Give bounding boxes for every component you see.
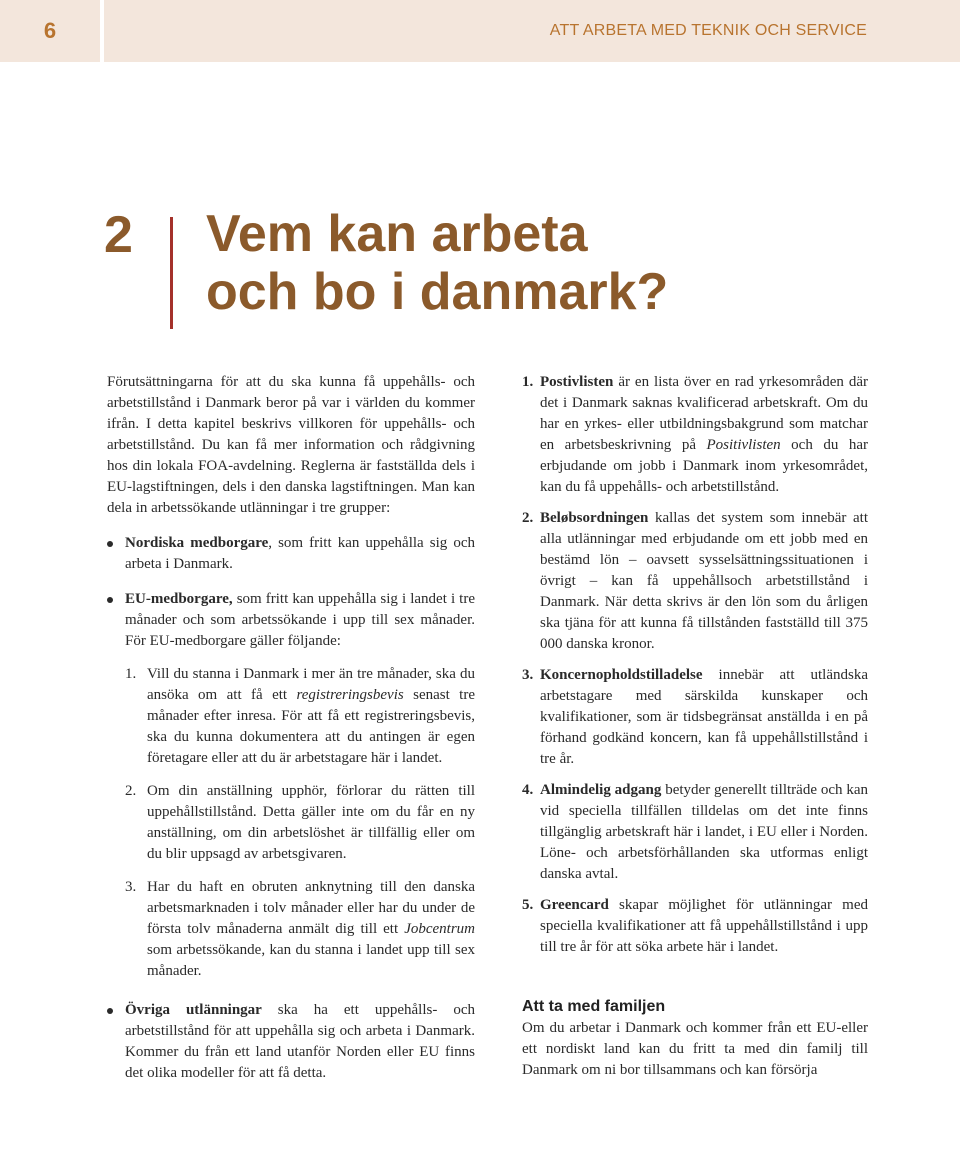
eu-rule-1-term: registreringsbevis	[296, 687, 404, 703]
bullet-nordic	[107, 533, 475, 575]
chapter-title-line2: och bo i danmark?	[206, 263, 669, 321]
chapter-title-line1: Vem kan arbeta	[206, 205, 588, 263]
eu-rule-1-text-a: Vill du stanna i Danmark i mer än tre månader, ska du ansöka om att få ett	[147, 666, 475, 703]
chapter-number: 2	[104, 206, 133, 264]
model-5-number: 5.	[522, 897, 534, 913]
bullet-dot-icon	[107, 541, 113, 547]
page-number-box	[0, 0, 100, 62]
model-5-text: skapar möjlighet för utlänningar med speciella kvalifikationer att få uppehållstillstånd i upp till tre år för att söka arbete här i landet.	[540, 897, 868, 955]
bullet-nordic-title: Nordiska medborgare	[125, 535, 269, 551]
model-4-text: betyder generellt tillträde och kan vid speciella tillfällen tilldelas om det inte finns tillgänglig arbetskraft här i landet, i EU eller i Norden. Löne- och arbetsförhållanden ska utformas enligt danska avtal.	[540, 782, 868, 882]
eu-rule-3-text-b: som arbetssökande, kan du stanna i landet upp till sex månader.	[147, 942, 475, 979]
eu-rule-1	[125, 664, 475, 769]
right-column	[522, 372, 868, 1081]
model-2-number: 2.	[522, 510, 534, 526]
model-koncern	[522, 665, 868, 770]
eu-rule-2-text: Om din anställning upphör, förlorar du rätten till uppehållstillstånd. Detta gäller inte om du får en ny anställning, om din arbetslöshet är tillfällig eller om du blir uppsagd av arbetsgivaren.	[147, 783, 475, 862]
family-paragraph: Om du arbetar i Danmark och kommer från ett EU-eller ett nordiskt land kan du fritt ta med din familj till Danmark om ni bor tillsammans och kan försörja	[522, 1020, 868, 1078]
bullet-others-title: Övriga utlänningar	[125, 1002, 262, 1018]
intro-paragraph: Förutsättningarna för att du ska kunna få uppehålls- och arbetstillstånd i Danmark beror på var i världen du kommer ifrån. I detta kapitel beskrivs villkoren för uppehålls- och arbetstillstånd. Du kan få mer information och rådgivning hos din lokala FOA-avdelning. Reglerna är fastställda dels i EU-lagstiftningen, dels i den danska lagstiftningen. Man kan dela in arbetssökande utlänningar i tre grupper:	[107, 374, 475, 516]
family-heading: Att ta med familjen	[522, 998, 666, 1015]
model-1-title: Postivlisten	[540, 374, 614, 390]
eu-rule-1-text-b: senast tre månader efter inresa. För att få ett registreringsbevis, ska du kunna dokumentera att du antingen är egen företagare eller att du är arbetstagare här i landet.	[147, 687, 475, 766]
bullet-eu	[107, 589, 475, 652]
chapter-heading	[104, 205, 804, 330]
eu-rules-list	[125, 664, 475, 982]
model-greencard	[522, 895, 868, 958]
model-belobsordningen	[522, 508, 868, 655]
model-3-title: Koncernopholdstilladelse	[540, 667, 703, 683]
model-3-number: 3.	[522, 667, 534, 683]
eu-rule-3-number: 3.	[125, 879, 137, 895]
bullet-eu-text: som fritt kan uppehålla sig i landet i tre månader och som arbetssökande i upp till sex månader. För EU-medborgare gäller följande:	[125, 591, 475, 649]
left-column	[107, 372, 475, 1084]
bullet-nordic-text: , som fritt kan uppehålla sig och arbeta i Danmark.	[125, 535, 475, 572]
eu-rule-3	[125, 877, 475, 982]
model-almindelig	[522, 780, 868, 885]
eu-rule-1-number: 1.	[125, 666, 137, 682]
bullet-others	[107, 1000, 475, 1084]
model-3-text: innebär att utländska arbetstagare med särskilda kunskaper och kvalifikationer, som är tidsbegränsat anställda i en på förhand godkänd koncern, kan få uppehållstillstånd i tre år.	[540, 667, 868, 767]
chapter-title	[206, 205, 668, 321]
model-1-term: Positivlisten	[706, 437, 781, 453]
page-number: 6	[43, 18, 57, 43]
model-2-title: Beløbsordningen	[540, 510, 649, 526]
model-4-number: 4.	[522, 782, 534, 798]
bullet-dot-icon	[107, 597, 113, 603]
bullet-others-text: ska ha ett uppehålls- och arbetstillstånd för att uppehålla sig och arbeta i Danmark. Kommer du från ett land utanför Norden eller EU finns det olika modeller för att få detta.	[125, 1002, 475, 1081]
chapter-divider	[170, 217, 173, 329]
bullet-eu-title: EU-medborgare,	[125, 591, 233, 607]
model-positivlisten	[522, 372, 868, 498]
model-4-title: Almindelig adgang	[540, 782, 662, 798]
section-title: ATT ARBETA MED TEKNIK OCH SERVICE	[549, 22, 867, 39]
eu-rule-2	[125, 781, 475, 865]
model-5-title: Greencard	[540, 897, 609, 913]
bullet-dot-icon	[107, 1008, 113, 1014]
eu-rule-3-text-a: Har du haft en obruten anknytning till den danska arbetsmarknaden i tolv månader eller har du under de första tolv månaderna anmält dig till ett	[147, 879, 475, 937]
eu-rule-3-term: Jobcentrum	[404, 921, 475, 937]
model-1-text-a: är en lista över en rad yrkesområden där det i Danmark saknas kvalificerad arbetskraft. Om du har en yrkes- eller utbildningsbakgrund som matchar en arbetsbeskrivning på	[540, 374, 868, 453]
model-1-number: 1.	[522, 374, 534, 390]
model-1-text-b: och du har erbjudande om jobb i Danmark inom yrkesområdet, kan du få uppehålls- och arbetstillstånd.	[540, 437, 868, 495]
running-header	[104, 0, 960, 62]
eu-rule-2-number: 2.	[125, 783, 137, 799]
model-2-text: kallas det system som innebär att alla utlänningar med erbjudande om ett jobb med en bestämd lön – oavsett sysselsättningssituationen i övrigt – kan få uppehållsoch arbetstillstånd i Danmark. När detta skrivs är den lön som du årligen ska tjäna för att kunna få tillstånden fastställd till 375 000 danska kronor.	[540, 510, 868, 652]
